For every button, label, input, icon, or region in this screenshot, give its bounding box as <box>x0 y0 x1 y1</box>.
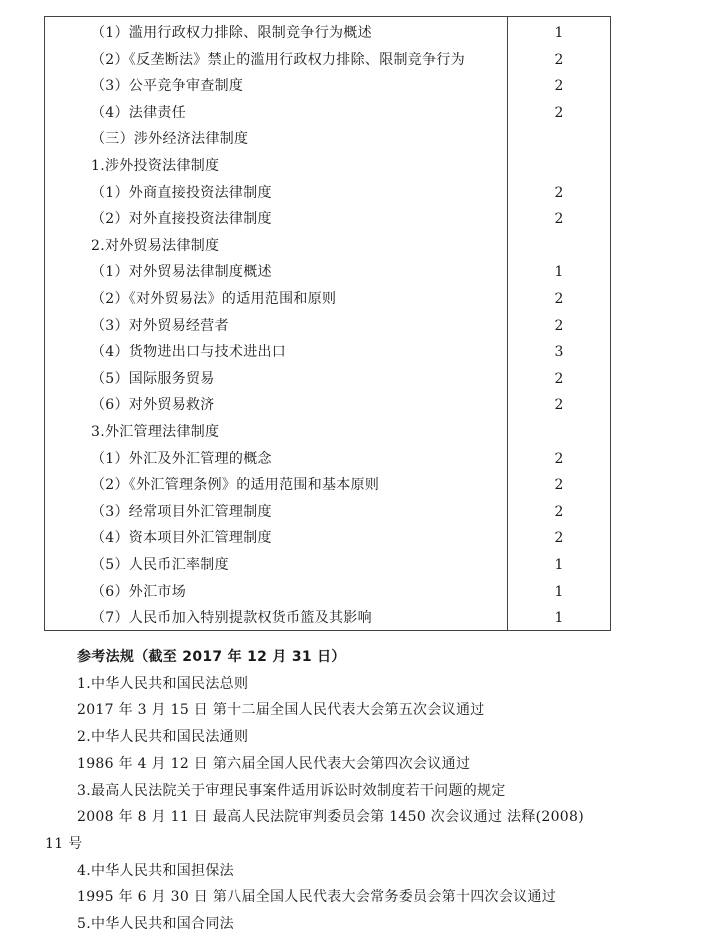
table-row <box>45 313 610 340</box>
table-row <box>45 525 610 552</box>
topic-label: （2）对外直接投资法律制度 <box>91 211 272 228</box>
table-row <box>45 73 610 100</box>
topic-label: （2）《外汇管理条例》的适用范围和基本原则 <box>91 477 380 494</box>
reference-line: 5.中华人民共和国合同法 <box>77 916 234 932</box>
level-value: 2 <box>554 477 564 494</box>
level-value: 2 <box>554 104 564 121</box>
topic-label: （1）外商直接投资法律制度 <box>91 184 272 201</box>
reference-line: 2017 年 3 月 15 日 第十二届全国人民代表大会第五次会议通过 <box>77 702 485 719</box>
topic-label: （三）涉外经济法律制度 <box>91 131 249 148</box>
level-value: 2 <box>554 291 564 307</box>
table-row <box>45 446 610 473</box>
level-value: 1 <box>554 610 564 627</box>
table-row <box>45 605 610 632</box>
reference-line: 1995 年 6 月 30 日 第八届全国人民代表大会常务委员会第十四次会议通过 <box>77 889 557 906</box>
level-value: 1 <box>554 264 564 281</box>
topic-label: （4）资本项目外汇管理制度 <box>91 530 272 547</box>
topic-label: （2）《反垄断法》禁止的滥用行政权力排除、限制竞争行为 <box>91 51 466 68</box>
table-row <box>45 579 610 606</box>
level-value: 2 <box>554 211 564 228</box>
table-row <box>45 259 610 286</box>
table-row <box>45 472 610 499</box>
topic-label: 2.对外贸易法律制度 <box>91 237 220 254</box>
topic-label: （7）人民币加入特别提款权货币篮及其影响 <box>91 610 372 627</box>
level-value: 2 <box>554 397 564 414</box>
topic-label: （3）对外贸易经营者 <box>91 317 229 334</box>
level-value: 1 <box>554 583 564 600</box>
reference-line: 1.中华人民共和国民法总则 <box>77 675 249 692</box>
reference-line: 4.中华人民共和国担保法 <box>77 862 234 879</box>
table-row <box>45 286 610 313</box>
reference-line: 3.最高人民法院关于审理民事案件适用诉讼时效制度若干问题的规定 <box>77 782 506 799</box>
topic-label: 1.涉外投资法律制度 <box>91 158 220 174</box>
level-value: 2 <box>554 184 564 201</box>
table-row <box>45 126 610 153</box>
topic-label: （1）对外贸易法律制度概述 <box>91 264 272 281</box>
table-row <box>45 47 610 74</box>
level-value: 2 <box>554 51 564 68</box>
syllabus-table <box>44 16 611 631</box>
level-value: 2 <box>554 503 564 520</box>
topic-label: （5）人民币汇率制度 <box>91 557 229 573</box>
level-value: 2 <box>554 317 564 334</box>
topic-label: （1）外汇及外汇管理的概念 <box>91 450 272 467</box>
topic-label: 3.外汇管理法律制度 <box>91 424 220 440</box>
level-value: 2 <box>554 450 564 467</box>
reference-heading: 参考法规（截至 2017 年 12 月 31 日） <box>77 649 346 665</box>
table-row <box>45 206 610 233</box>
topic-label: （6）外汇市场 <box>91 583 187 600</box>
table-row <box>45 233 610 260</box>
level-value: 1 <box>554 557 564 573</box>
table-row <box>45 499 610 526</box>
reference-line: 2.中华人民共和国民法通则 <box>77 729 249 746</box>
topic-label: （4）法律责任 <box>91 104 187 121</box>
table-row <box>45 100 610 127</box>
topic-label: （4）货物进出口与技术进出口 <box>91 344 287 361</box>
topic-label: （5）国际服务贸易 <box>91 370 215 387</box>
table-row <box>45 392 610 419</box>
table-row <box>45 339 610 366</box>
reference-line: 2008 年 8 月 11 日 最高人民法院审判委员会第 1450 次会议通过 法释(2008) <box>77 809 584 826</box>
level-value: 2 <box>554 530 564 547</box>
level-value: 3 <box>554 344 564 361</box>
table-row <box>45 419 610 446</box>
table-row <box>45 20 610 47</box>
table-row <box>45 180 610 207</box>
level-value: 1 <box>554 25 564 41</box>
table-row <box>45 153 610 180</box>
topic-label: （3）经常项目外汇管理制度 <box>91 503 272 520</box>
level-value: 2 <box>554 78 564 95</box>
reference-line: 11 号 <box>45 835 83 852</box>
topic-label: （1）滥用行政权力排除、限制竞争行为概述 <box>91 25 372 41</box>
reference-line: 1986 年 4 月 12 日 第六届全国人民代表大会第四次会议通过 <box>77 755 471 772</box>
table-row <box>45 552 610 579</box>
topic-label: （3）公平竞争审查制度 <box>91 78 244 95</box>
topic-label: （2）《对外贸易法》的适用范围和原则 <box>91 291 337 307</box>
topic-label: （6）对外贸易救济 <box>91 397 215 414</box>
table-row <box>45 366 610 393</box>
level-value: 2 <box>554 370 564 387</box>
